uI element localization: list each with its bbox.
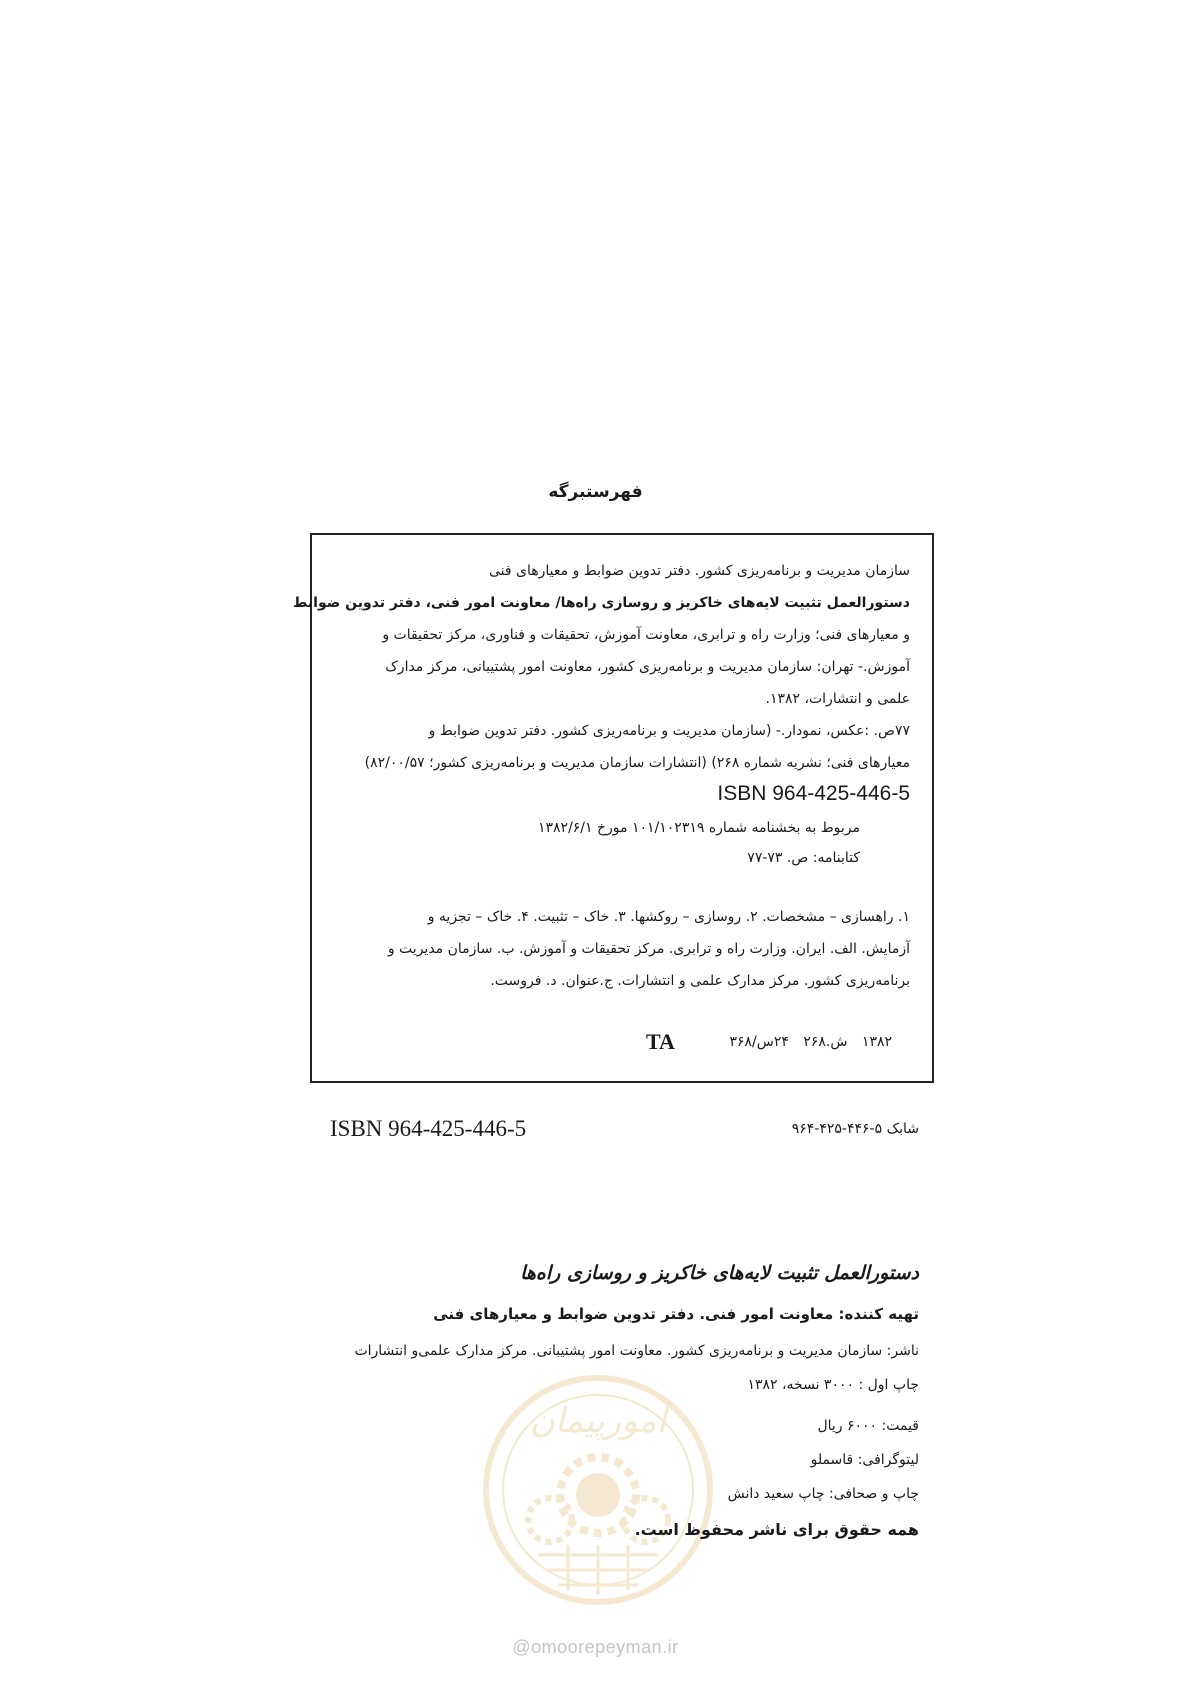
- imprint-printing: چاپ و صحافی: چاپ سعید دانش: [727, 1486, 919, 1502]
- imprint-publisher: ناشر: سازمان مدیریت و برنامه‌ریزی کشور. معاونت امور پشتیبانی. مرکز مدارک علمی‌و انتشارات: [354, 1343, 919, 1359]
- cip-subjects-end: برنامه‌ریزی کشور. مرکز مدارک علمی و انتشارات. ج.عنوان. د. فروست.: [490, 973, 910, 989]
- cip-isbn: ISBN 964-425-446-5: [717, 782, 910, 805]
- cip-collation: ۷۷ص. :عکس، نمودار.- (سازمان مدیریت و برنامه‌ریزی کشور. دفتر تدوین ضوابط و: [428, 723, 910, 739]
- cip-series: معیارهای فنی؛ نشریه شماره ۲۶۸) (انتشارات سازمان مدیریت و برنامه‌ریزی کشور؛ ۸۲/۰۰/۵۷): [364, 755, 910, 771]
- cip-imprint-date: علمی و انتشارات، ۱۳۸۲.: [765, 691, 910, 707]
- cip-subjects: ۱. راهسازی – مشخصات. ۲. روسازی – روکشها. ۳. خاک – تثبیت. ۴. خاک – تجزیه و: [427, 909, 910, 925]
- watermark-logo-text: امورپیمان: [529, 1401, 667, 1441]
- cip-note-circular: مربوط به بخشنامه شماره ۱۰۱/۱۰۲۳۱۹ مورخ ۱۳۸۲/۶/۱: [537, 820, 860, 836]
- cip-subjects-continued: آزمایش. الف. ایران. وزارت راه و ترابری. مرکز تحقیقات و آموزش. ب. سازمان مدیریت و: [387, 941, 910, 957]
- isbn-persian: شابک ۵-۴۴۶-۴۲۵-۹۶۴: [791, 1121, 919, 1137]
- cip-heading: فهرستبرگه: [548, 482, 643, 502]
- cip-imprint-line: آموزش.- تهران: سازمان مدیریت و برنامه‌ریزی کشور، معاونت امور پشتیبانی، مرکز مدارک: [385, 659, 910, 675]
- watermark-url: @omoorepeyman.ir: [512, 1637, 679, 1657]
- isbn-latin: ISBN 964-425-446-5: [330, 1116, 527, 1141]
- imprint-prepared-by: تهیه کننده: معاونت امور فنی. دفتر تدوین ضوابط و معیارهای فنی: [433, 1305, 919, 1323]
- imprint-lithography: لیتوگرافی: قاسملو: [810, 1452, 919, 1468]
- imprint-title: دستورالعمل تثبیت لایه‌های خاکریز و روسازی راه‌ها: [520, 1262, 919, 1284]
- cip-class-code: TA: [646, 1029, 675, 1054]
- publisher-seal-watermark: [478, 1370, 718, 1610]
- imprint-rights: همه حقوق برای ناشر محفوظ است.: [634, 1520, 919, 1539]
- cip-title: دستورالعمل تثبیت لایه‌های خاکریز و روسازی راه‌ها/ معاونت امور فنی، دفتر تدوین ضوابط: [292, 595, 910, 611]
- cip-note-bibliography: کتابنامه: ص. ۷۳-۷۷: [747, 850, 860, 866]
- cip-classification: ۱۳۸۲ ش.۲۶۸ ۲۴س/۳۶۸: [729, 1034, 892, 1050]
- imprint-price: قیمت: ۶۰۰۰ ریال: [817, 1418, 919, 1434]
- cip-statement-line: و معیارهای فنی؛ وزارت راه و ترابری، معاونت آموزش، تحقیقات و فناوری، مرکز تحقیقات و: [382, 627, 910, 643]
- cip-record-box: [292, 533, 934, 1083]
- cip-author: سازمان مدیریت و برنامه‌ریزی کشور. دفتر تدوین ضوابط و معیارهای فنی: [489, 563, 910, 579]
- imprint-edition: چاپ اول : ۳۰۰۰ نسخه، ۱۳۸۲: [747, 1377, 919, 1393]
